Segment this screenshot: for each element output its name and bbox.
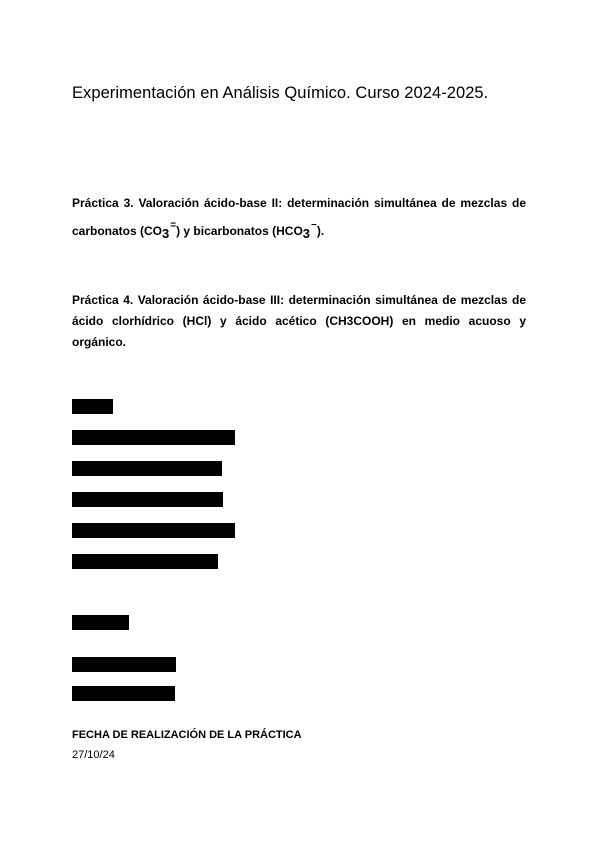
bicarbonate-subscript: 3 [302, 226, 311, 241]
redaction-bar [72, 399, 113, 414]
redaction-bar [72, 615, 129, 630]
carbonate-subscript: 3 [162, 226, 170, 241]
document-title: Experimentación en Análisis Químico. Curso 2024-2025. [72, 84, 489, 102]
redaction-bar [72, 430, 235, 445]
bicarbonate-formula [276, 220, 317, 241]
practica-3-text-after: ). [316, 224, 325, 238]
bicarbonate-base: HCO [276, 224, 303, 238]
carbonate-superscript: = [170, 220, 177, 231]
carbonate-formula [144, 220, 177, 241]
bicarbonate-superscript: − [311, 220, 317, 231]
redaction-bar [72, 657, 176, 672]
redaction-bar [72, 492, 223, 507]
redaction-bar [72, 523, 235, 538]
practica-4-paragraph: Práctica 4. Valoración ácido-base III: determinación simultánea de mezclas de ácido clorhídrico (HCl) y ácido acético (CH3COOH) en medio acuoso y orgánico. [72, 293, 526, 349]
fecha-value: 27/10/24 [72, 749, 115, 761]
redaction-bar [72, 461, 222, 476]
carbonate-base: CO [144, 224, 163, 238]
practica-3-text-before: Práctica 3. Valoración ácido-base II: determinación simultánea de mezclas de carbonatos ( [72, 196, 526, 238]
redaction-bar [72, 686, 175, 701]
practica-3-paragraph [72, 189, 526, 247]
fecha-label: FECHA DE REALIZACIÓN DE LA PRÁCTICA [72, 729, 302, 741]
redaction-bar [72, 554, 218, 569]
practica-3-text-middle: ) y bicarbonatos ( [176, 224, 277, 238]
